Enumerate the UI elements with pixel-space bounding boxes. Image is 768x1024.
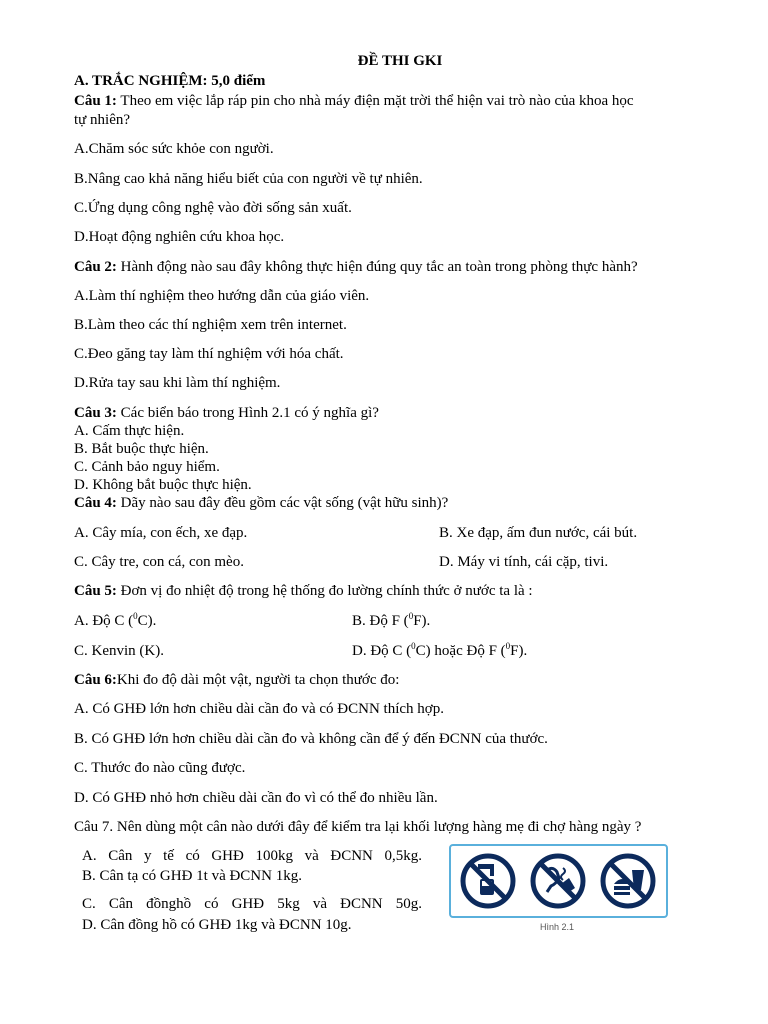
option-d: D. Máy vi tính, cái cặp, tivi. [439,554,609,570]
option-text: D. Độ C ( [352,643,412,659]
question-text: Khi đo độ dài một vật, người ta chọn thước đo: [116,672,400,688]
option-a: A.Làm thí nghiệm theo hướng dẫn của giáo viên. [74,288,370,304]
superscript: 0 [133,611,138,621]
superscript: 0 [505,641,511,651]
option-c: C. Kenvin (K). [74,643,164,659]
option-c: C.Ứng dụng công nghệ vào đời sống sản xuất. [74,200,352,216]
option-c: C. Cảnh bảo nguy hiểm. [74,459,220,475]
question-label: Câu 3: [74,405,117,421]
option-d: D. Cân đồng hồ có GHĐ 1kg và ĐCNN 10g. [82,917,352,933]
question-text: Theo em việc lắp ráp pin cho nhà máy điện mặt trời thể hiện vai trò nào của khoa học [116,93,634,109]
question-label: Câu 4: [74,495,117,511]
option-b [352,612,430,630]
option-b: B.Làm theo các thí nghiệm xem trên internet. [74,317,347,333]
superscript: 0 [411,641,416,651]
option-text: A. Độ C ( [74,613,134,629]
option-a: A. Cấm thực hiện. [74,423,185,439]
option-c [82,895,422,913]
option-a: A. Có GHĐ lớn hơn chiều dài cần đo và có ĐCNN thích hợp. [74,701,444,717]
option-a: A.Chăm sóc sức khỏe con người. [74,141,274,157]
option-a: A. Cây mía, con ếch, xe đạp. [74,525,248,541]
question-5 [74,582,533,600]
question-3 [74,404,379,422]
question-text: Dãy nào sau đây đều gồm các vật sống (vật hữu sinh)? [116,495,449,511]
superscript: 0 [408,611,414,621]
option-text: C) hoặc Độ F ( [415,643,506,659]
section-heading: A. TRẮC NGHIỆM: 5,0 điểm [74,73,266,89]
question-label: Câu 2: [74,259,117,275]
option-text: C. Cân đồnghồ có GHĐ 5kg và ĐCNN 50g. [82,896,422,912]
option-b: B.Nâng cao khả năng hiểu biết của con người về tự nhiên. [74,171,423,187]
option-text: A. Cân y tế có GHĐ 100kg và ĐCNN 0,5kg. [82,848,422,864]
option-text: B. Độ F ( [352,613,409,629]
question-label: Câu 5: [74,583,117,599]
question-4 [74,494,448,512]
question-text: Hành động nào sau đây không thực hiện đúng quy tắc an toàn trong phòng thực hành? [116,259,638,275]
option-d: D.Rửa tay sau khi làm thí nghiệm. [74,375,281,391]
option-d [352,642,527,660]
option-b: B. Cân tạ có GHĐ 1t và ĐCNN 1kg. [82,868,302,884]
option-b: B. Bắt buộc thực hiện. [74,441,209,457]
question-1 [74,92,634,110]
question-1-cont: tự nhiên? [74,112,131,128]
option-c: C. Cây tre, con cá, con mèo. [74,554,244,570]
no-drinking-icon [463,856,513,906]
option-c: C. Thước đo nào cũng được. [74,760,246,776]
option-c: C.Đeo găng tay làm thí nghiệm với hóa chất. [74,346,344,362]
question-6 [74,671,399,689]
no-eating-icon [603,856,653,906]
exam-title: ĐỀ THI GKI [357,53,443,69]
option-a [82,847,422,865]
option-d: D.Hoạt động nghiên cứu khoa học. [74,229,285,245]
option-b: B. Xe đạp, ấm đun nước, cái bút. [439,525,638,541]
option-b: B. Có GHĐ lớn hơn chiều dài cần đo và không cần để ý đến ĐCNN của thước. [74,731,548,747]
question-label: Câu 1: [74,93,117,109]
question-text: Đơn vị đo nhiệt độ trong hệ thống đo lường chính thức ở nước ta là : [116,583,533,599]
option-d: D. Không bắt buộc thực hiện. [74,477,252,493]
option-text: F). [510,643,528,659]
question-label: Câu 6: [74,672,117,688]
no-sniffing-icon [533,856,583,906]
option-text: F). [413,613,431,629]
option-text: C). [137,613,157,629]
figure-caption: Hình 2.1 [540,922,575,932]
figure-2-1 [449,844,668,918]
question-2 [74,258,638,276]
option-d: D. Có GHĐ nhỏ hơn chiều dài cần đo vì có thể đo nhiều lần. [74,790,438,806]
option-a [74,612,156,630]
question-text: Các biển báo trong Hình 2.1 có ý nghĩa gì? [116,405,379,421]
question-7: Câu 7. Nên dùng một cân nào dưới đây để kiểm tra lại khối lượng hàng mẹ đi chợ hàng ngày ? [74,819,642,835]
